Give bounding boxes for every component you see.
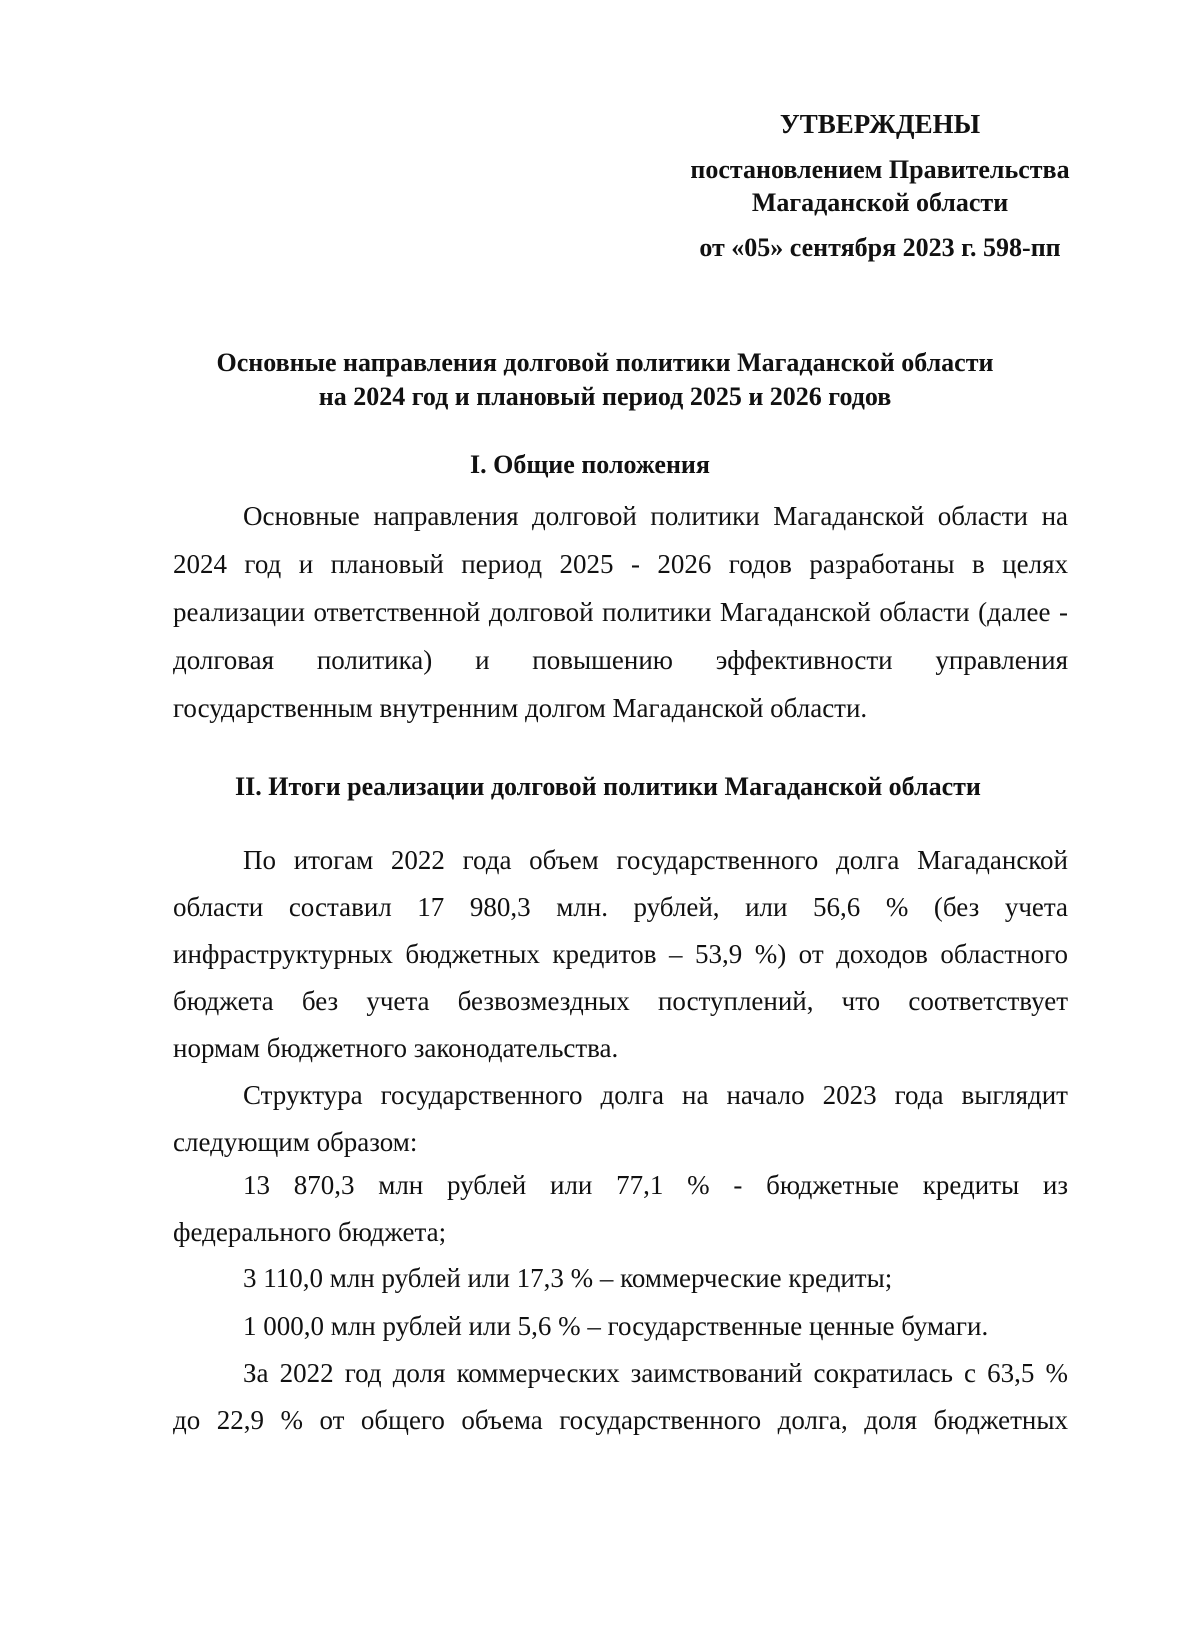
- approval-date: от «05» сентября 2023 г. 598-пп: [699, 233, 1061, 262]
- document-title-line-2: на 2024 год и плановый период 2025 и 2026 годов: [318, 382, 892, 411]
- section-1-paragraph: Основные направления долговой политики Магаданской области на 2024 год и плановый период 2025 - 2026 годов разработаны в целях реализации ответственной долговой политики Магаданской области (далее - долговая политика) и повышению эффективности управления государственным внутренним долгом Магаданской области.: [173, 501, 1068, 723]
- document-title: [150, 346, 1060, 414]
- section-2-paragraph-3-line-1: За 2022 год доля коммерческих заимствований сократилась с 63,5 %: [243, 1358, 1068, 1388]
- section-2-paragraph-1-line-3: инфраструктурных бюджетных кредитов – 53,9 %) от доходов областного: [173, 939, 1068, 969]
- approval-title: УТВЕРЖДЕНЫ: [779, 109, 981, 139]
- debt-item-1-line-1: 13 870,3 млн рублей или 77,1 % - бюджетные кредиты из: [243, 1170, 1068, 1200]
- section-2-paragraph-1-line-4: бюджета без учета безвозмездных поступлений, что соответствует: [173, 986, 1068, 1016]
- section-2-paragraph-1-line-1: По итогам 2022 года объем государственного долга Магаданской: [243, 845, 1068, 875]
- section-2-paragraph-1-line-2: области составил 17 980,3 млн. рублей, или 56,6 % (без учета: [173, 892, 1068, 922]
- debt-item-1-line-2: федерального бюджета;: [173, 1217, 447, 1247]
- approval-stamp-block: [600, 108, 1160, 264]
- debt-item-2: 3 110,0 млн рублей или 17,3 % – коммерческие кредиты;: [243, 1263, 893, 1293]
- approval-line-2: Магаданской области: [751, 188, 1009, 217]
- section-2-heading: II. Итоги реализации долговой политики Магаданской области: [235, 772, 981, 801]
- document-title-line-1: Основные направления долговой политики Магаданской области: [216, 348, 994, 377]
- section-1-heading: I. Общие положения: [470, 450, 710, 479]
- section-2-paragraph-2-line-2: следующим образом:: [173, 1127, 418, 1157]
- debt-item-3: 1 000,0 млн рублей или 5,6 % – государственные ценные бумаги.: [243, 1311, 989, 1341]
- section-2-paragraph-2-line-1: Структура государственного долга на начало 2023 года выглядит: [243, 1080, 1068, 1110]
- approval-line-1: постановлением Правительства: [690, 155, 1070, 184]
- section-2-paragraph-1-line-5: нормам бюджетного законодательства.: [173, 1033, 619, 1063]
- section-2-paragraph-3-line-2: до 22,9 % от общего объема государственного долга, доля бюджетных: [173, 1405, 1068, 1435]
